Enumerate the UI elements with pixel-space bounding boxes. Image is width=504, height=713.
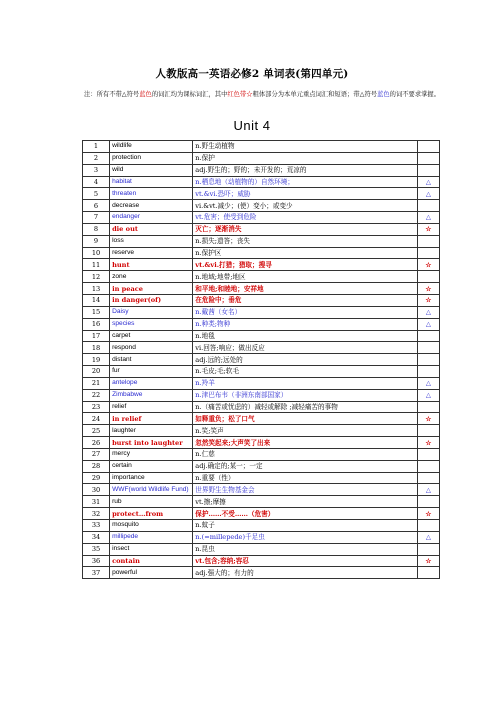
vocab-meaning: n.(=millepede)千足虫: [193, 531, 418, 543]
table-row: [83, 223, 440, 235]
table-row: [83, 460, 440, 472]
note-text-4: 的词不要求掌握。: [389, 91, 441, 98]
vocab-mark: ☆: [417, 413, 439, 425]
table-row: [83, 354, 440, 366]
row-number: 34: [83, 531, 110, 543]
vocab-meaning: vi.&vt.减少；(使）变小；或变少: [193, 200, 418, 212]
vocab-word: burst into laughter: [110, 437, 193, 449]
vocab-meaning: vt.&vi.打猎；猎取；搜寻: [193, 259, 418, 271]
vocab-meaning: n.地域;地带;地区: [193, 271, 418, 283]
vocab-mark: [417, 164, 439, 176]
vocab-word: species: [110, 318, 193, 330]
row-number: 33: [83, 520, 110, 532]
row-number: 36: [83, 555, 110, 567]
vocab-meaning: n.（痛苦或忧虑的）减轻或解除 ;减轻痛苦的事物: [193, 401, 418, 413]
vocab-meaning: n.栖息地（动植物的）自然环境；: [193, 176, 418, 188]
vocab-word: mosquito: [110, 520, 193, 532]
vocab-mark: △: [417, 306, 439, 318]
table-row: [83, 330, 440, 342]
vocab-mark: [417, 460, 439, 472]
vocab-word: hunt: [110, 259, 193, 271]
row-number: 20: [83, 366, 110, 378]
row-number: 35: [83, 543, 110, 555]
vocab-mark: [417, 342, 439, 354]
vocab-meaning: 灭亡；逐渐消失: [193, 223, 418, 235]
vocab-mark: △: [417, 484, 439, 496]
table-row: [83, 200, 440, 212]
row-number: 3: [83, 164, 110, 176]
vocab-word: certain: [110, 460, 193, 472]
table-row: [83, 567, 440, 579]
vocab-meaning: vt.危害；使受到危险: [193, 212, 418, 224]
vocab-word: WWF(world Wildlife Fund): [110, 484, 193, 496]
vocab-word: reserve: [110, 247, 193, 259]
vocab-mark: [417, 520, 439, 532]
vocab-mark: ☆: [417, 283, 439, 295]
vocab-mark: ☆: [417, 437, 439, 449]
table-row: [83, 141, 440, 153]
vocab-word: Zimbabwe: [110, 389, 193, 401]
row-number: 8: [83, 223, 110, 235]
vocab-meaning: 保护……不受……（危害）: [193, 508, 418, 520]
vocab-word: wild: [110, 164, 193, 176]
vocab-word: die out: [110, 223, 193, 235]
vocab-meaning: n.羚羊: [193, 377, 418, 389]
vocab-mark: △: [417, 377, 439, 389]
vocab-meaning: n.保护: [193, 152, 418, 164]
table-row: [83, 164, 440, 176]
table-row: [83, 318, 440, 330]
table-row: [83, 377, 440, 389]
note-highlight-red: 红色带☆: [227, 91, 253, 98]
vocab-word: zone: [110, 271, 193, 283]
vocab-mark: ☆: [417, 508, 439, 520]
vocab-word: fur: [110, 366, 193, 378]
table-row: [83, 212, 440, 224]
vocab-word: powerful: [110, 567, 193, 579]
vocab-meaning: n.种类;物种: [193, 318, 418, 330]
table-row: [83, 401, 440, 413]
table-row: [83, 366, 440, 378]
table-row: [83, 306, 440, 318]
vocab-word: protect…from: [110, 508, 193, 520]
vocab-word: habitat: [110, 176, 193, 188]
vocab-mark: △: [417, 176, 439, 188]
vocab-meaning: vt.&vi.恐吓；威胁: [193, 188, 418, 200]
vocab-mark: [417, 330, 439, 342]
row-number: 2: [83, 152, 110, 164]
table-row: [83, 389, 440, 401]
table-row: [83, 437, 440, 449]
vocab-mark: [417, 200, 439, 212]
vocab-word: importance: [110, 472, 193, 484]
vocab-word: distant: [110, 354, 193, 366]
vocab-word: protection: [110, 152, 193, 164]
table-row: [83, 188, 440, 200]
page-title: 人教版高一英语必修2 单词表(第四单元): [155, 68, 349, 80]
row-number: 17: [83, 330, 110, 342]
table-row: [83, 342, 440, 354]
vocab-meaning: n.保护区: [193, 247, 418, 259]
vocab-meaning: adj.强大的；有力的: [193, 567, 418, 579]
instruction-note: [84, 90, 444, 100]
vocab-mark: [417, 472, 439, 484]
row-number: 12: [83, 271, 110, 283]
vocabulary-table: [82, 140, 440, 579]
vocab-mark: [417, 235, 439, 247]
vocab-mark: [417, 247, 439, 259]
table-row: [83, 271, 440, 283]
vocab-meaning: 忽然笑起来;大声笑了出来: [193, 437, 418, 449]
vocab-mark: ☆: [417, 259, 439, 271]
vocab-meaning: n.昆虫: [193, 543, 418, 555]
row-number: 4: [83, 176, 110, 188]
vocab-mark: ☆: [417, 223, 439, 235]
vocab-meaning: vi.回答;响应；做出反应: [193, 342, 418, 354]
vocab-word: millipede: [110, 531, 193, 543]
note-highlight-blue: 蓝色: [377, 91, 390, 98]
vocab-mark: [417, 401, 439, 413]
table-row: [83, 152, 440, 164]
vocab-meaning: 世界野生生物基金会: [193, 484, 418, 496]
note-text-2: 的词汇均为课标词汇，其中: [151, 91, 228, 98]
vocab-word: in danger(of): [110, 294, 193, 306]
note-text-3: 粗体部分为本单元重点词汇和短语；带△符号: [252, 91, 378, 98]
row-number: 31: [83, 496, 110, 508]
vocab-mark: [417, 496, 439, 508]
row-number: 27: [83, 448, 110, 460]
table-row: [83, 283, 440, 295]
row-number: 16: [83, 318, 110, 330]
vocab-mark: △: [417, 212, 439, 224]
table-row: [83, 413, 440, 425]
row-number: 9: [83, 235, 110, 247]
note-text-1: 注：所有不带△符号: [84, 91, 140, 98]
vocab-word: respond: [110, 342, 193, 354]
table-row: [83, 508, 440, 520]
vocab-word: decrease: [110, 200, 193, 212]
table-row: [83, 472, 440, 484]
vocab-mark: △: [417, 188, 439, 200]
vocab-meaning: vt.包含;容纳;容忍: [193, 555, 418, 567]
vocab-meaning: n.野生动植物: [193, 141, 418, 153]
table-row: [83, 425, 440, 437]
vocab-mark: [417, 141, 439, 153]
vocab-word: threaten: [110, 188, 193, 200]
vocab-mark: ☆: [417, 555, 439, 567]
row-number: 5: [83, 188, 110, 200]
vocab-meaning: n.毛皮;毛;软毛: [193, 366, 418, 378]
row-number: 32: [83, 508, 110, 520]
row-number: 22: [83, 389, 110, 401]
vocab-mark: [417, 567, 439, 579]
vocab-word: carpet: [110, 330, 193, 342]
row-number: 25: [83, 425, 110, 437]
vocab-meaning: 如释重负；松了口气: [193, 413, 418, 425]
row-number: 21: [83, 377, 110, 389]
table-row: [83, 294, 440, 306]
vocab-meaning: adj.确定的;某一；一定: [193, 460, 418, 472]
table-row: [83, 176, 440, 188]
row-number: 26: [83, 437, 110, 449]
row-number: 10: [83, 247, 110, 259]
vocab-word: in relief: [110, 413, 193, 425]
vocab-meaning: n.地毯: [193, 330, 418, 342]
row-number: 13: [83, 283, 110, 295]
vocabulary-table-body: [83, 141, 440, 579]
vocab-word: in peace: [110, 283, 193, 295]
row-number: 7: [83, 212, 110, 224]
vocab-mark: ☆: [417, 294, 439, 306]
row-number: 19: [83, 354, 110, 366]
table-row: [83, 543, 440, 555]
vocab-word: endanger: [110, 212, 193, 224]
table-row: [83, 448, 440, 460]
table-row: [83, 247, 440, 259]
vocab-meaning: adj.远的;远处的: [193, 354, 418, 366]
table-row: [83, 496, 440, 508]
table-row: [83, 259, 440, 271]
vocab-meaning: n.损失;遗答；丧失: [193, 235, 418, 247]
row-number: 14: [83, 294, 110, 306]
vocab-word: antelope: [110, 377, 193, 389]
table-row: [83, 555, 440, 567]
row-number: 24: [83, 413, 110, 425]
table-row: [83, 520, 440, 532]
vocab-word: laughter: [110, 425, 193, 437]
vocab-word: mercy: [110, 448, 193, 460]
vocab-meaning: n.戴茜（女名）: [193, 306, 418, 318]
vocab-mark: △: [417, 389, 439, 401]
vocab-mark: [417, 271, 439, 283]
table-row: [83, 235, 440, 247]
row-number: 15: [83, 306, 110, 318]
vocab-meaning: adj.野生的；野的；未开发的；荒凉的: [193, 164, 418, 176]
vocab-meaning: 和平地;和睦地；安祥地: [193, 283, 418, 295]
table-row: [83, 484, 440, 496]
row-number: 23: [83, 401, 110, 413]
table-row: [83, 531, 440, 543]
vocab-mark: [417, 543, 439, 555]
row-number: 29: [83, 472, 110, 484]
vocab-mark: △: [417, 531, 439, 543]
vocab-mark: [417, 425, 439, 437]
vocab-word: rub: [110, 496, 193, 508]
row-number: 37: [83, 567, 110, 579]
vocab-word: Daisy: [110, 306, 193, 318]
vocab-word: relief: [110, 401, 193, 413]
vocab-mark: [417, 152, 439, 164]
vocab-word: wildlife: [110, 141, 193, 153]
note-highlight-1: 蓝色: [139, 91, 152, 98]
row-number: 28: [83, 460, 110, 472]
vocab-meaning: 在危险中；垂危: [193, 294, 418, 306]
vocab-mark: [417, 354, 439, 366]
row-number: 18: [83, 342, 110, 354]
unit-heading: Unit 4: [233, 118, 271, 133]
vocab-mark: [417, 366, 439, 378]
vocab-word: insect: [110, 543, 193, 555]
vocab-meaning: n.仁慈: [193, 448, 418, 460]
vocab-mark: [417, 448, 439, 460]
vocab-meaning: n.笑;笑声: [193, 425, 418, 437]
vocab-meaning: vt.擦;摩擦: [193, 496, 418, 508]
vocab-word: loss: [110, 235, 193, 247]
vocab-meaning: n.津巴布韦（非洲东南部国家）: [193, 389, 418, 401]
vocab-mark: △: [417, 318, 439, 330]
vocab-word: contain: [110, 555, 193, 567]
vocab-meaning: n.重要（性）: [193, 472, 418, 484]
row-number: 11: [83, 259, 110, 271]
row-number: 1: [83, 141, 110, 153]
vocab-meaning: n.蚊子: [193, 520, 418, 532]
row-number: 30: [83, 484, 110, 496]
row-number: 6: [83, 200, 110, 212]
